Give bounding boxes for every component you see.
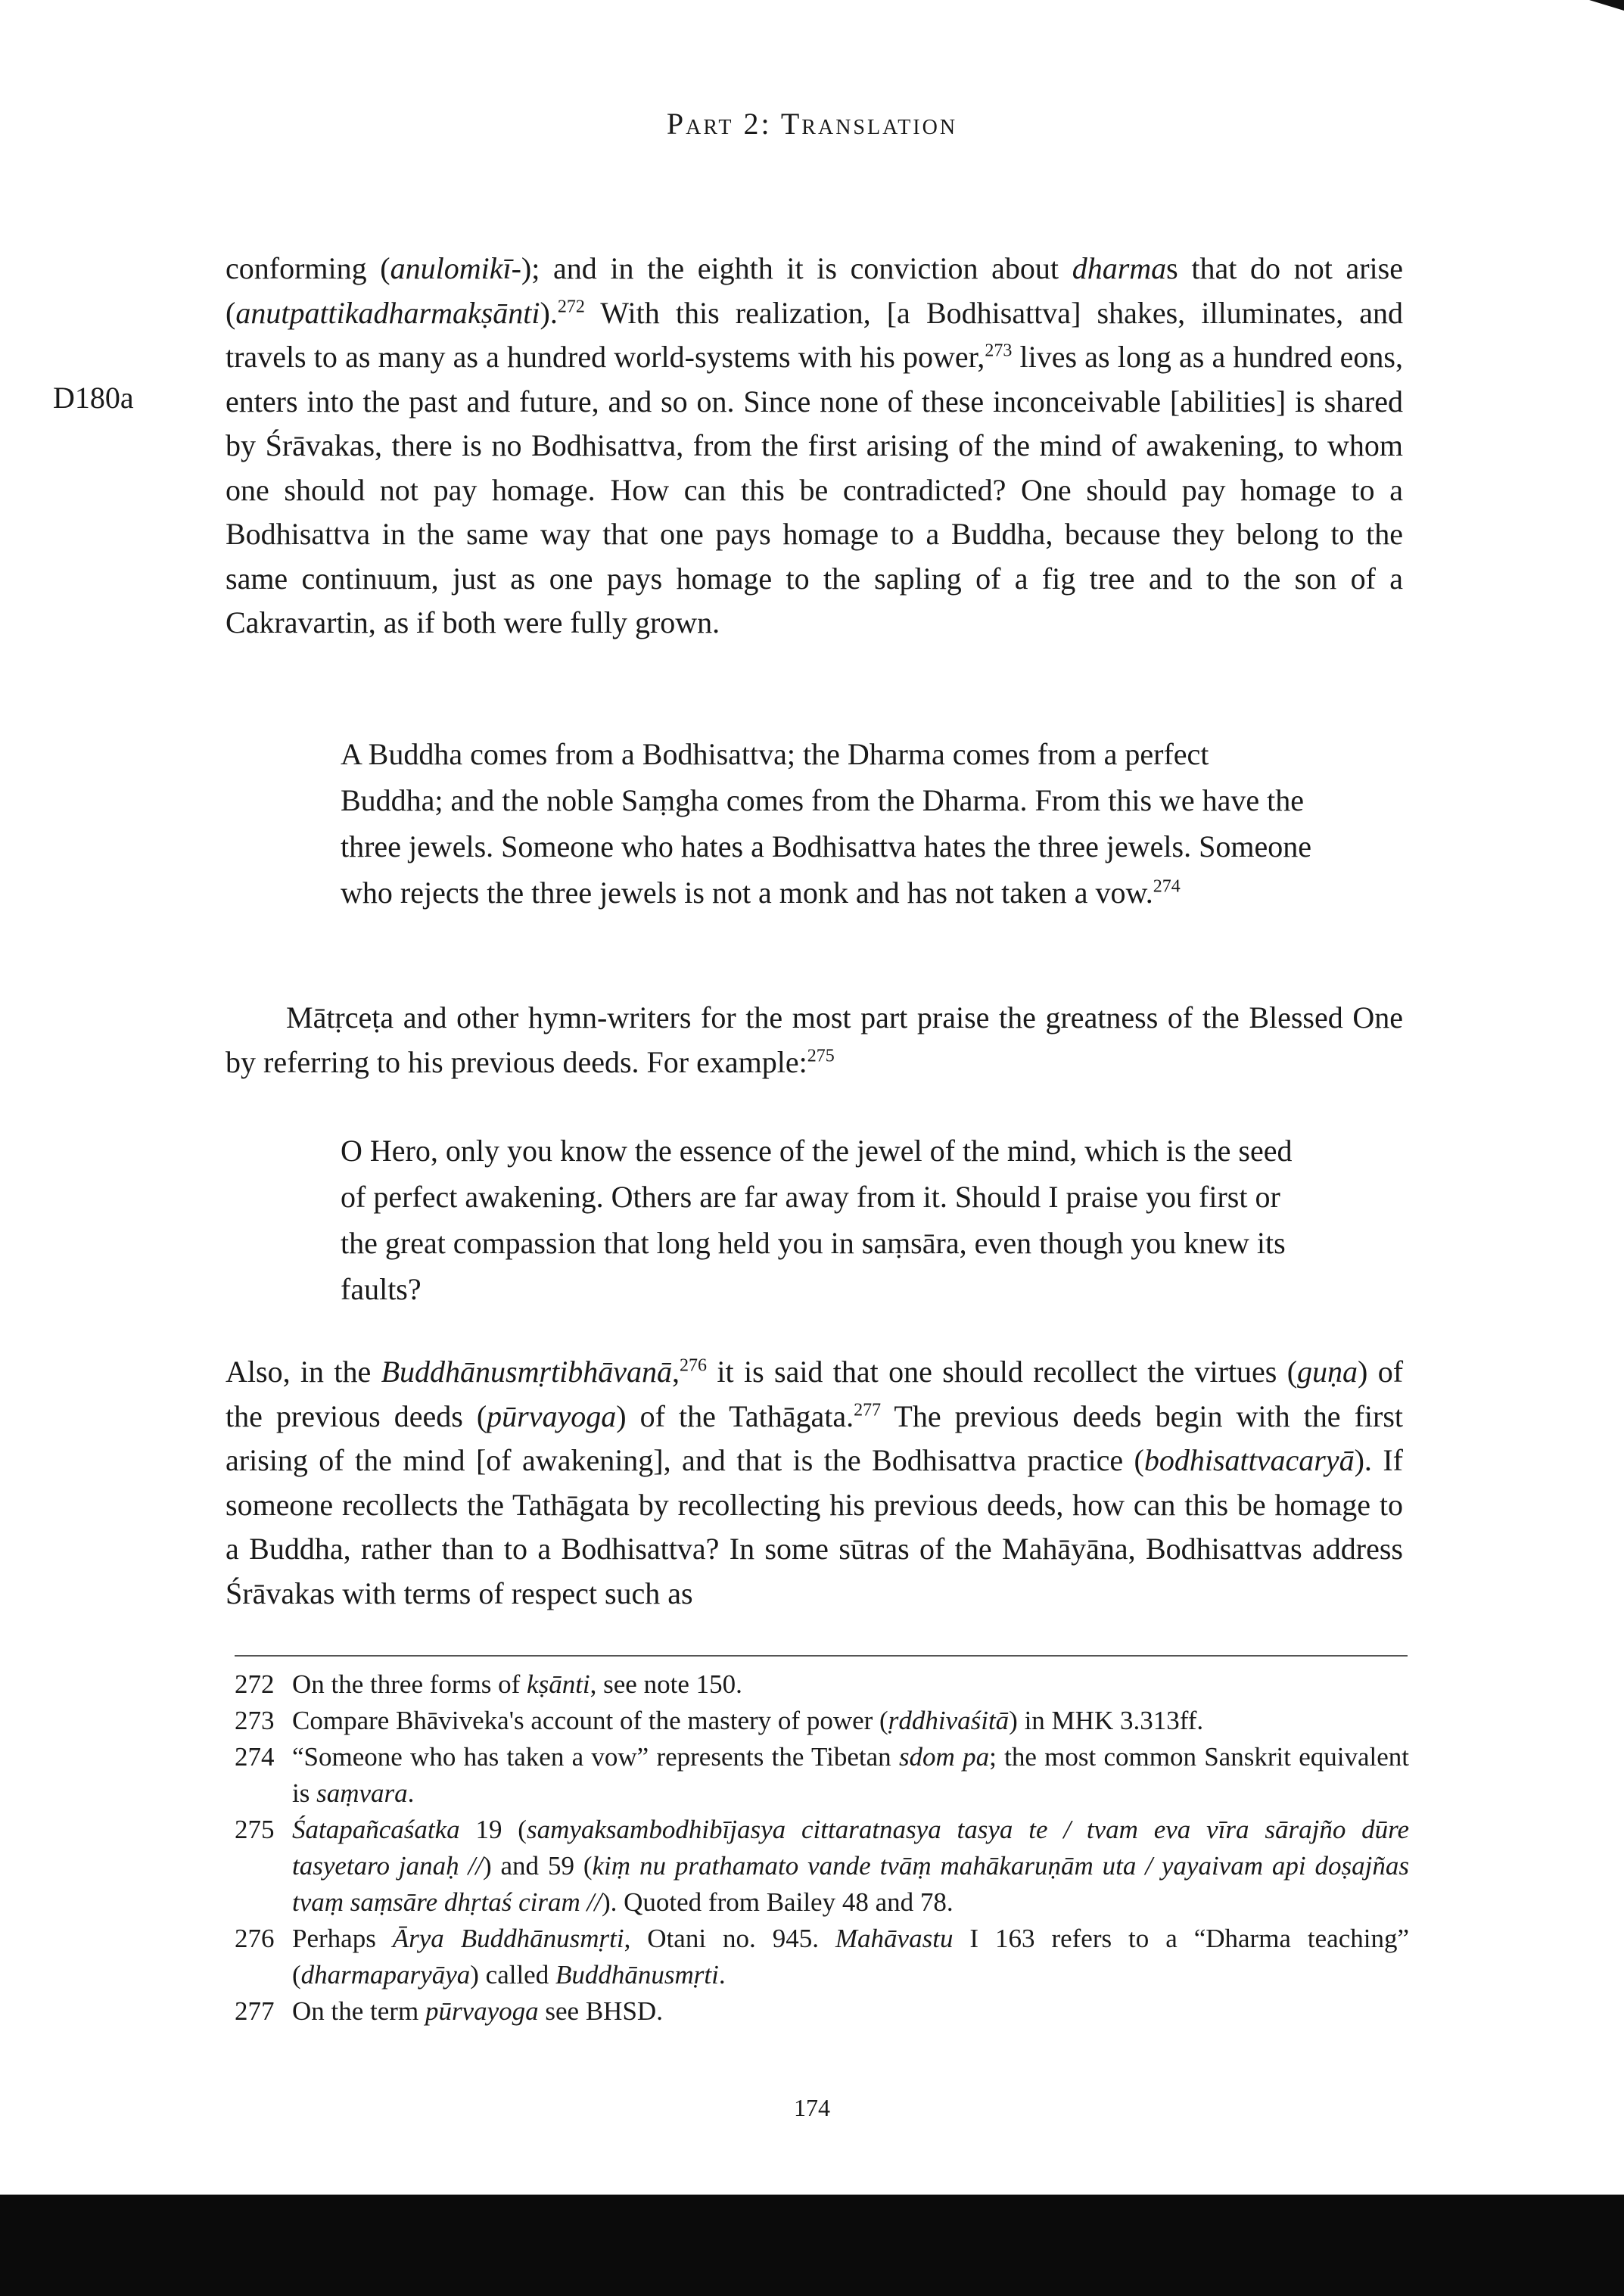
- paragraph-1: conforming (anulomikī-); and in the eighth it is conviction about dharmas that do not arise (anutpattikadharmakṣānti).$^{272}$ With this realization, [a Bodhisattva] shakes, illuminates, and travels to as many as a hundred world-systems with his power,$^{273}$ lives as long as a hundred eons, enters into the past and future, and so on. Since none of these inconceivable [abilities] is shared by Śrāvakas, there is no Bodhisattva, from the first arising of the mind of awakening, to whom one should not pay homage. How can this be contradicted? One should pay homage to a Bodhisattva in the same way that one pays homage to a Buddha, because they belong to the same continuum, just as one pays homage to the sapling of a fig tree and to the son of a Cakravartin, as if both were fully grown.: [226, 251, 1403, 639]
- block-quote-1: A Buddha comes from a Bodhisattva; the Dharma comes from a perfect Buddha; and the noble Saṃgha comes from the Dharma. From this we have the three jewels. Someone who hates a Bodhisattva hates the three jewels. Someone who rejects the three jewels is not a monk and has not taken a vow.$^{274}$: [341, 737, 1311, 910]
- scan-corner-mark: [1589, 0, 1624, 11]
- footnote-ref: 277: [854, 1400, 882, 1420]
- page-number: 174: [794, 2094, 830, 2121]
- footnote-number: 277: [235, 1996, 275, 2026]
- footnote-ref: 275: [807, 1046, 835, 1066]
- footnote-276: 276 Perhaps Ārya Buddhānusmṛti, Otani no. 945. Mahāvastu I 163 refers to a “Dharma teaching” (dharmaparyāya) called Buddhānusmṛti.: [235, 1921, 1409, 1993]
- footnote-number: 273: [235, 1706, 275, 1735]
- block-quote-2: O Hero, only you know the essence of the jewel of the mind, which is the seed of perfect awakening. Others are far away from it. Should I praise you first or the great compassion that long held you in saṃsāra, even though you knew its faults?: [341, 1134, 1293, 1306]
- footnote-ref: 276: [680, 1355, 708, 1376]
- footnote-ref: 272: [557, 297, 585, 317]
- footnote-number: 272: [235, 1669, 275, 1699]
- footnote-274: 274 “Someone who has taken a vow” represents the Tibetan sdom pa; the most common Sanskrit equivalent is saṃvara.: [235, 1739, 1409, 1812]
- footnote-ref: 274: [1153, 876, 1181, 897]
- footnote-number: 274: [235, 1742, 275, 1772]
- footnote-rule: [235, 1655, 1408, 1657]
- scan-shadow-bar: [0, 2195, 1624, 2296]
- paragraph-3: Also, in the Buddhānusmṛtibhāvanā,$^{276}$ it is said that one should recollect the virtues (guṇa) of the previous deeds (pūrvayoga) of the Tathāgata.$^{277}$ The previous deeds begin with the first arising of the mind [of awakening], and that is the Bodhisattva practice (bodhisattvacaryā). If someone recollects the Tathāgata by recollecting his previous deeds, how can this be homage to a Buddha, rather than to a Bodhisattva? In some sūtras of the Mahāyāna, Bodhisattvas address Śrāvakas with terms of respect such as: [226, 1355, 1404, 1610]
- footnotes: [235, 1666, 1409, 2030]
- running-header: Part 2: Translation: [666, 107, 958, 141]
- footnote-number: 275: [235, 1815, 275, 1844]
- footnote-273: 273 Compare Bhāviveka's account of the mastery of power (ṛddhivaśitā) in MHK 3.313ff.: [235, 1703, 1409, 1739]
- paragraph-2: Mātṛceṭa and other hymn-writers for the most part praise the greatness of the Blessed One by referring to his previous deeds. For example:$^{275}$: [226, 1000, 1403, 1079]
- footnote-277: 277 On the term pūrvayoga see BHSD.: [235, 1993, 1409, 2030]
- margin-reference: D180a: [53, 381, 134, 415]
- footnote-272: 272 On the three forms of kṣānti, see note 150.: [235, 1666, 1409, 1703]
- footnote-275: 275 Śatapañcaśatka 19 (samyaksambodhibījasya cittaratnasya tasya te / tvam eva vīra sārajño dūre tasyetaro janaḥ //) and 59 (kiṃ nu prathamato vande tvāṃ mahākaruṇām uta / yayaivam api doṣajñas tvaṃ saṃsāre dhṛtaś ciram //). Quoted from Bailey 48 and 78.: [235, 1812, 1409, 1921]
- footnote-number: 276: [235, 1924, 275, 1953]
- footnote-ref: 273: [985, 341, 1013, 361]
